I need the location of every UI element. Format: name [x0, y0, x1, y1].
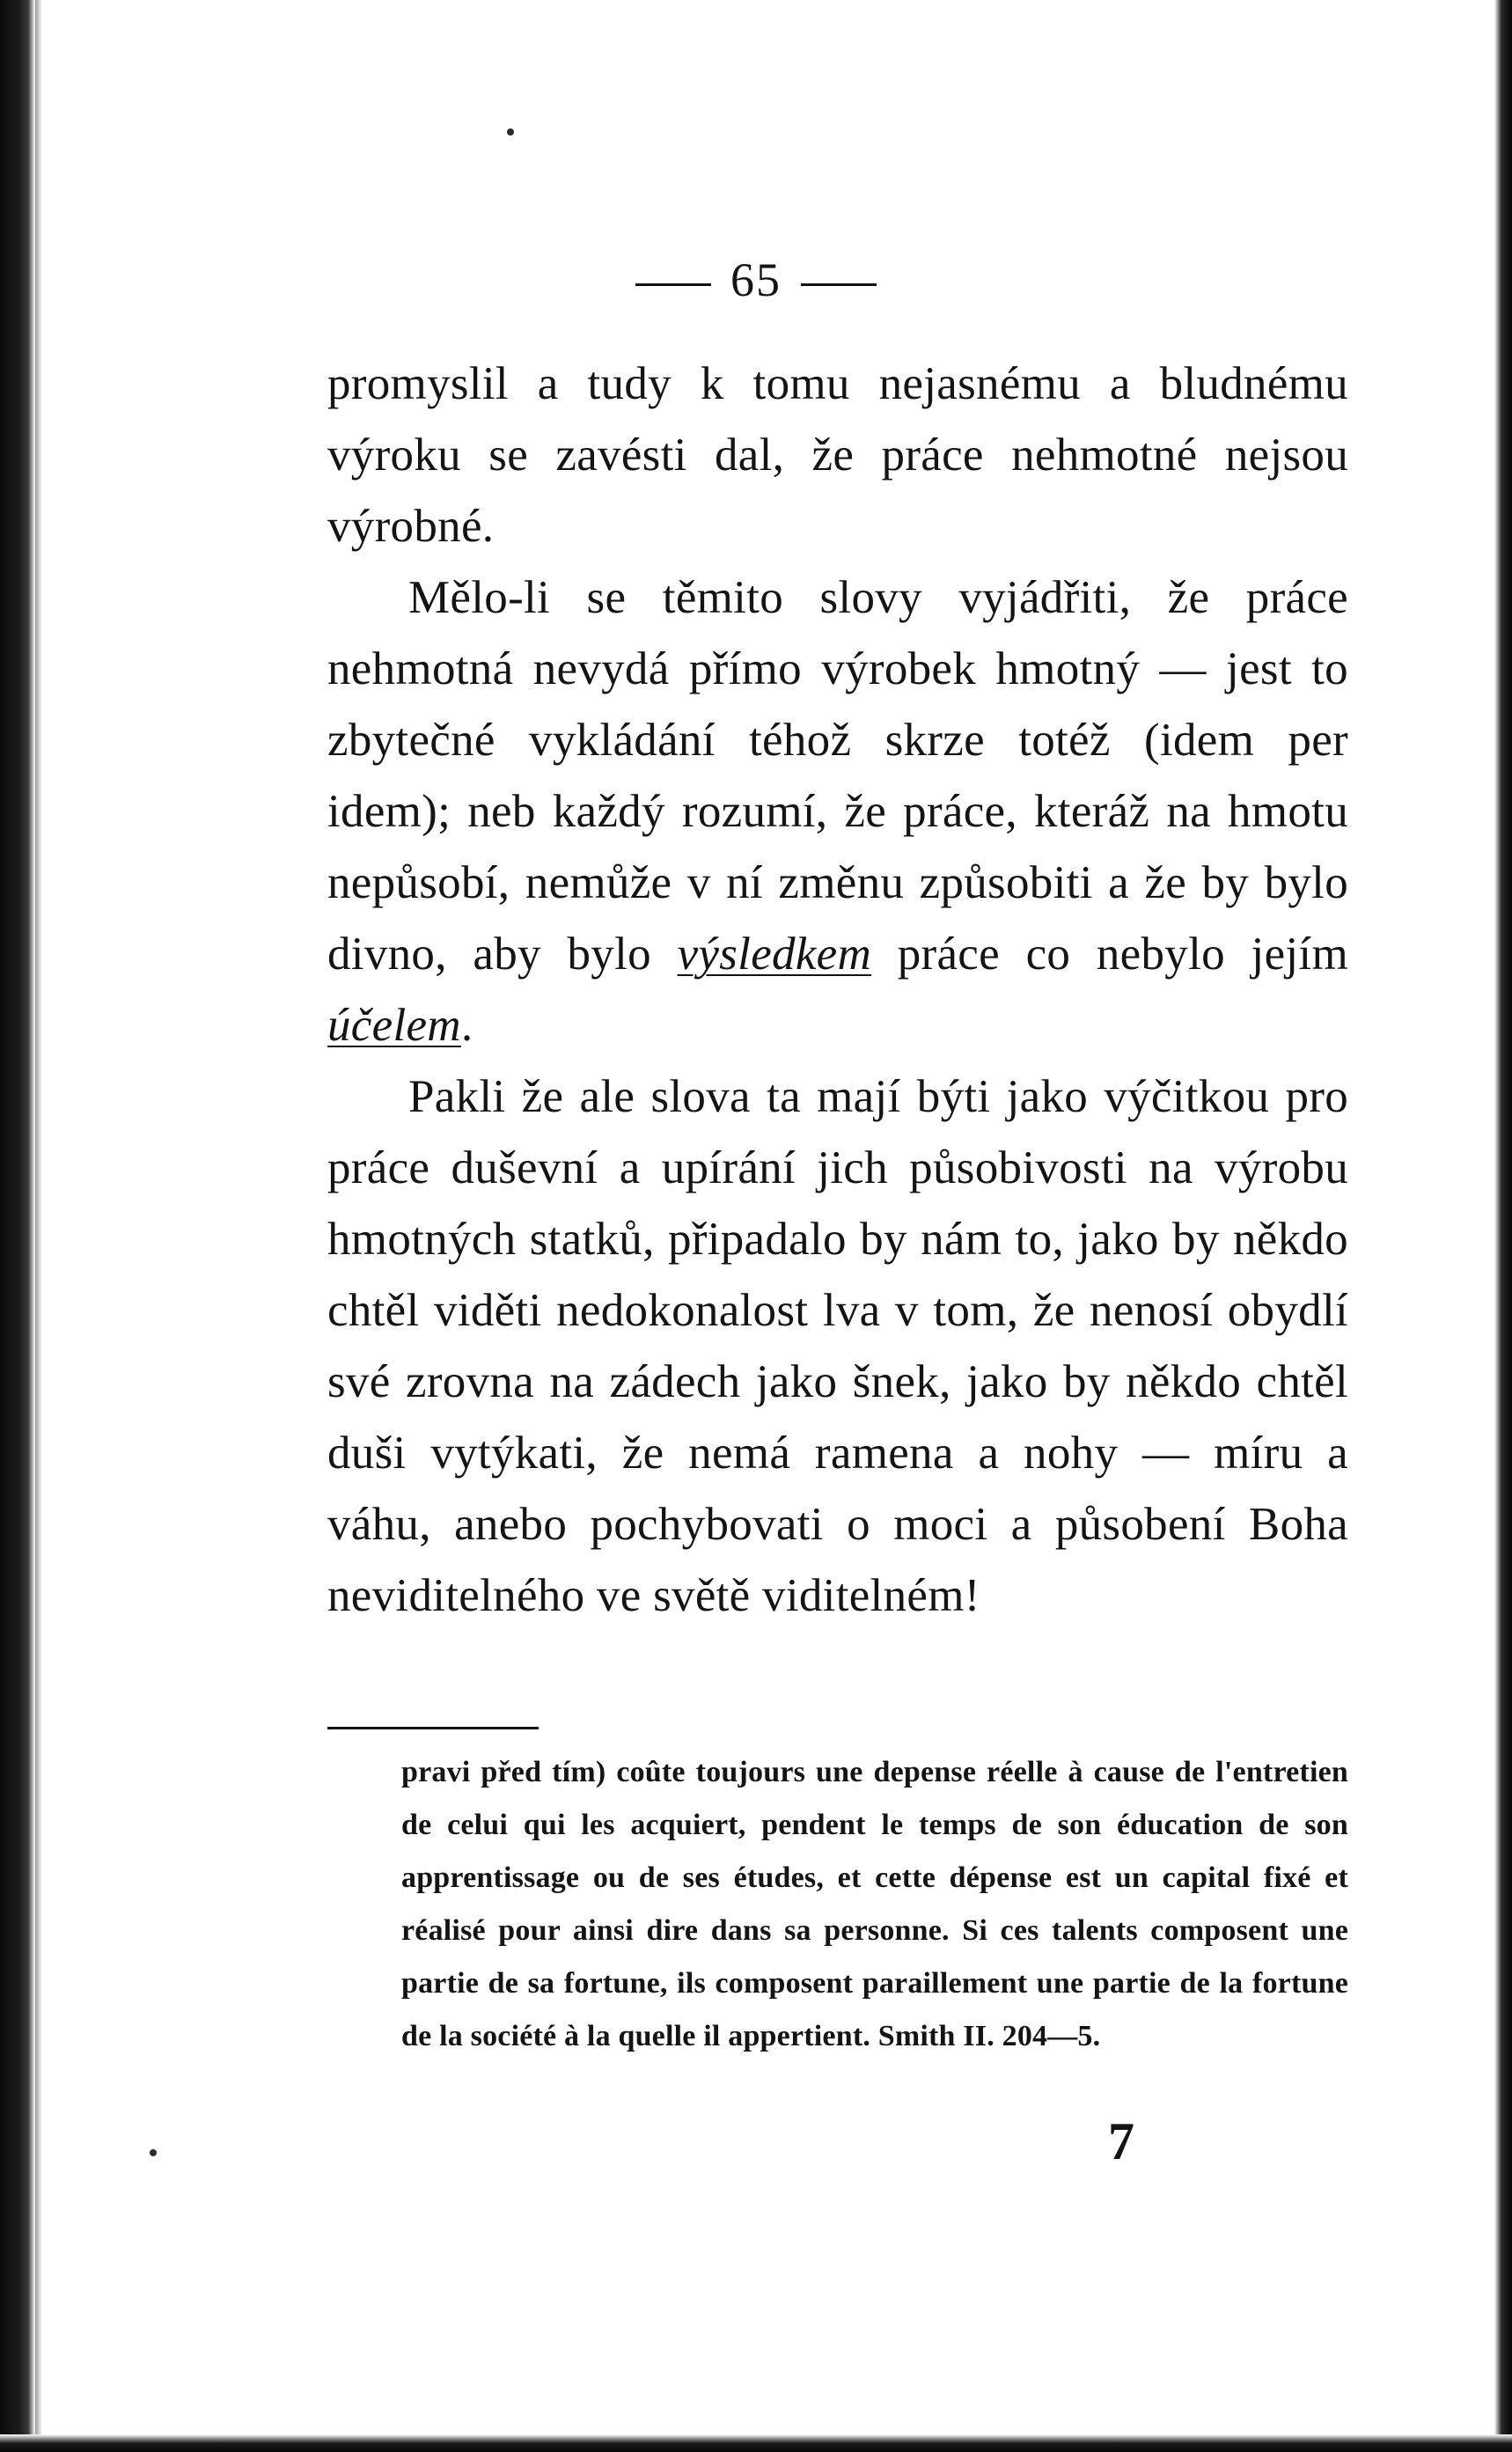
- paragraph-2-middle: práce co nebylo jejím: [897, 929, 1348, 980]
- scan-edge-bottom: [0, 2434, 1512, 2452]
- speck-mark: [150, 2149, 157, 2156]
- page-number-dash-right: [801, 283, 877, 286]
- footnote-text: pravi před tím) coûte toujours une depense réelle à cause de l'entretien de celui qui les acquiert, pendent le temps de son éducation de son apprentissage ou de ses études, et cette dépense est un capital fixé et réalisé pour ainsi dire dans sa personne. Si ces talents composent une partie de sa fortune, ils composent paraillement une partie de la fortune de la société à la quelle il appertient. Smith II. 204—5.: [401, 1756, 1348, 2052]
- footnote: [401, 1746, 1348, 2063]
- footnote-divider: [327, 1727, 539, 1729]
- body-text: [327, 349, 1348, 1632]
- paragraph-2-text: Mělo-li se těmito slovy vyjádřiti, že práce nehmotná nevydá přímo výrobek hmotný — jest to zbytečné vykládání téhož skrze totéž (idem per idem); neb každý rozumí, že práce, kteráž na hmotu nepůsobí, nemůže v ní změnu způsobiti a že by bylo divno, aby bylo: [327, 572, 1348, 980]
- paragraph-3: Pakli že ale slova ta mají býti jako výčitkou pro práce duševní a upírání jich působivosti na výrobu hmotných statků, připadalo by nám to, jako by někdo chtěl viděti nedokonalost lva v tom, že nenosí obydlí své zrovna na zádech jako šnek, jako by někdo chtěl duši vytýkati, že nemá ramena a nohy — míru a váhu, anebo pochybovati o moci a působení Boha neviditelného ve světě viditelném!: [327, 1071, 1348, 1621]
- paragraph-2-end: .: [460, 1000, 473, 1051]
- scan-edge-left-shadow: [35, 0, 42, 2452]
- scan-edge-right: [1494, 0, 1512, 2452]
- paragraph-1: promyslil a tudy k tomu nejasnému a bludnému výroku se zavésti dal, že práce nehmotné nejsou výrobné.: [327, 358, 1348, 552]
- page-number: [0, 252, 1512, 308]
- emphasis-vysledkem: výsledkem: [677, 929, 872, 980]
- scan-edge-left: [0, 0, 35, 2452]
- speck-mark: [507, 128, 514, 136]
- page-number-dash-left: [635, 283, 711, 286]
- signature-mark: 7: [1108, 2112, 1134, 2170]
- page-number-value: 65: [730, 253, 782, 306]
- emphasis-ucelem: účelem: [327, 1000, 461, 1051]
- paragraph-2: [327, 562, 1348, 1061]
